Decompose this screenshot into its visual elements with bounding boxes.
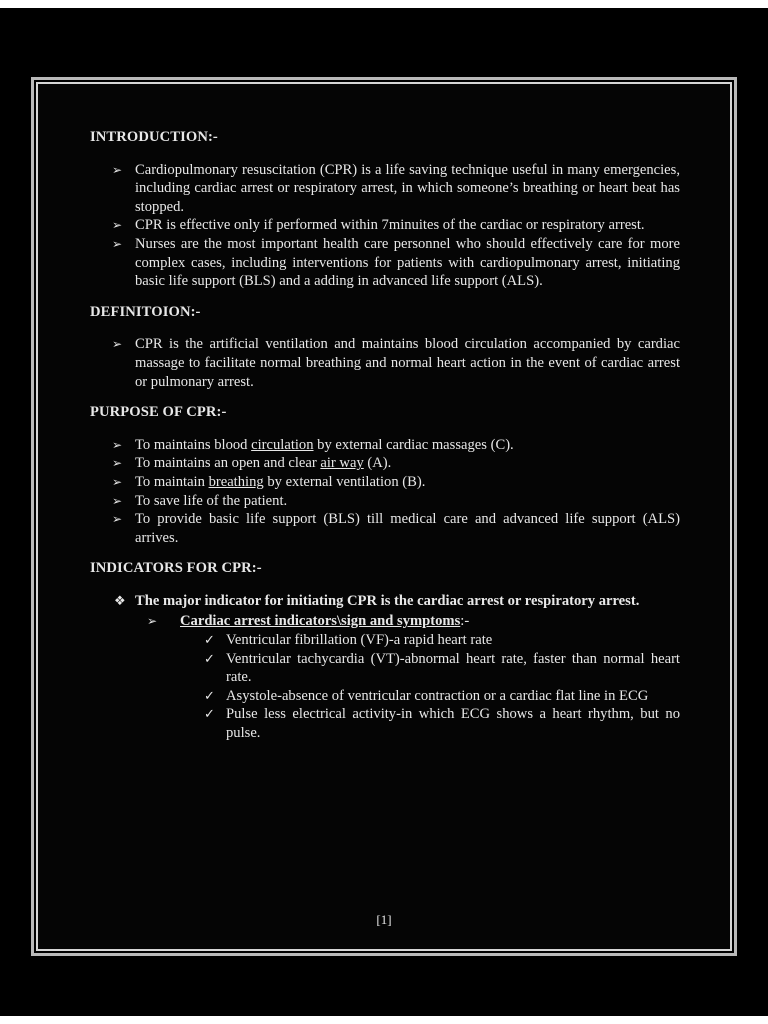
introduction-list (90, 161, 680, 291)
page-number: [1] (376, 912, 392, 927)
indicator-checklist (90, 631, 680, 743)
definition-list (90, 335, 680, 391)
check-item: ✓ Ventricular tachycardia (VT)-abnormal heart rate, faster than normal heart rate. (204, 650, 680, 686)
list-item: ➢ To maintains blood circulation by external cardiac massages (C). (112, 436, 514, 453)
heading-introduction: INTRODUCTION:- (90, 129, 218, 145)
list-item: ➢ Cardiopulmonary resuscitation (CPR) is a life saving technique useful in many emergencies, including cardiac arrest or respiratory arrest, in which someone’s breathing or heart beat has stopped. (112, 161, 680, 215)
check-item: ✓ Ventricular fibrillation (VF)-a rapid heart rate (204, 632, 493, 649)
page-bottom-strip (0, 1016, 768, 1024)
sub-heading-cardiac-arrest: ➢ Cardiac arrest indicators\sign and symptoms:- (147, 613, 470, 630)
major-indicator: ❖ The major indicator for initiating CPR is the cardiac arrest or respiratory arrest. (114, 592, 640, 609)
list-item: ➢ To provide basic life support (BLS) till medical care and advanced life support (ALS) arrives. (112, 511, 680, 546)
heading-indicators: INDICATORS FOR CPR:- (90, 560, 262, 577)
heading-definition: DEFINITOION:- (90, 303, 201, 320)
page-top-strip (0, 0, 768, 8)
purpose-list (90, 436, 680, 548)
arrow-bullet-icon: ➢ (112, 337, 123, 352)
arrow-bullet-icon: ➢ (112, 437, 123, 452)
heading-purpose: PURPOSE OF CPR:- (90, 404, 227, 421)
check-item: ✓ Pulse less electrical activity-in which ECG shows a heart rhythm, but no pulse. (204, 706, 680, 742)
list-item: ➢ To save life of the patient. (112, 492, 288, 509)
diamond-bullet-icon: ❖ (114, 592, 126, 608)
list-item: ➢ To maintains an open and clear air way (A). (112, 455, 392, 472)
checkmark-icon: ✓ (204, 687, 215, 703)
arrow-bullet-icon: ➢ (112, 474, 123, 489)
list-item: ➢ CPR is the artificial ventilation and maintains blood circulation accompanied by cardiac massage to facilitate normal breathing and normal heart action in the event of cardiac arrest or pulmonary arrest. (112, 336, 680, 390)
arrow-bullet-icon: ➢ (112, 162, 123, 177)
arrow-bullet-icon: ➢ (112, 236, 123, 251)
checkmark-icon: ✓ (204, 706, 215, 722)
list-item: ➢ CPR is effective only if performed within 7minuites of the cardiac or respiratory arrest. (112, 217, 645, 234)
list-item: ➢ To maintain breathing by external ventilation (B). (112, 473, 426, 490)
checkmark-icon: ✓ (204, 632, 215, 648)
arrow-bullet-icon: ➢ (112, 218, 123, 233)
check-item: ✓ Asystole-absence of ventricular contraction or a cardiac flat line in ECG (204, 687, 649, 704)
arrow-bullet-icon: ➢ (112, 512, 123, 527)
document-body (90, 128, 680, 743)
arrow-bullet-icon: ➢ (112, 456, 123, 471)
arrow-bullet-icon: ➢ (147, 614, 158, 629)
arrow-bullet-icon: ➢ (112, 493, 123, 508)
list-item: ➢ Nurses are the most important health care personnel who should effectively care for more complex cases, including interventions for patients with cardiopulmonary arrest, initiating basic life support (BLS) and a adding in advanced life support (ALS). (112, 235, 680, 290)
checkmark-icon: ✓ (204, 650, 215, 666)
